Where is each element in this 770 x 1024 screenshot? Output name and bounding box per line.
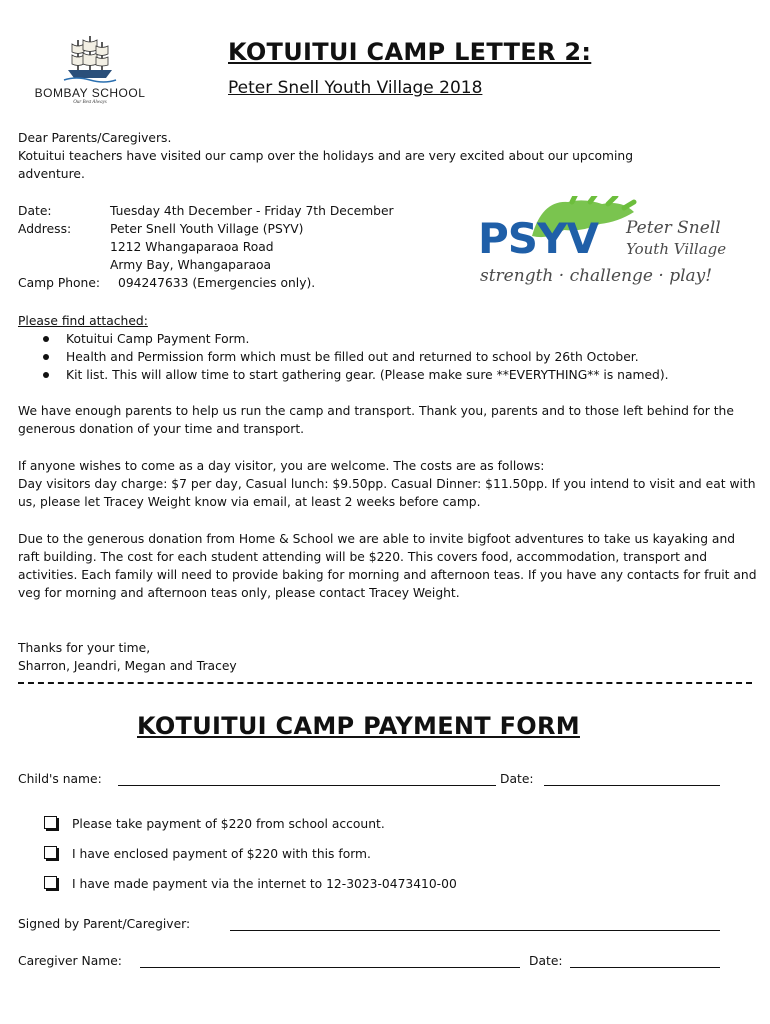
address-line-2: 1212 Whangaparaoa Road xyxy=(110,240,274,254)
letter-subtitle: Peter Snell Youth Village 2018 xyxy=(228,78,483,98)
child-name-field[interactable] xyxy=(118,785,496,786)
school-name: BOMBAY SCHOOL xyxy=(34,86,146,100)
attached-list xyxy=(40,330,669,384)
payment-option-label: Please take payment of $220 from school account. xyxy=(72,817,385,831)
list-item: Kit list. This will allow time to start gathering gear. (Please make sure **EVERYTHING** is named). xyxy=(40,366,669,384)
date-value: Tuesday 4th December - Friday 7th December xyxy=(110,204,394,218)
payment-form-title: KOTUITUI CAMP PAYMENT FORM xyxy=(137,712,580,740)
child-name-label: Child's name: xyxy=(18,772,102,786)
date-row xyxy=(0,202,460,220)
donation-paragraph: Due to the generous donation from Home & School we are able to invite bigfoot adventures to take us kayaking and raft building. The cost for each student attending will be $220. This covers food, accommodation, transport and activities. Each family will need to provide baking for morning and afternoon teas. If you have any contacts for fruit and veg for morning and afternoon teas only, please contact Tracey Weight. xyxy=(18,532,757,600)
visitor-line-1: If anyone wishes to come as a day visitor, you are welcome. The costs are as follows: xyxy=(18,459,545,473)
address-label: Address: xyxy=(18,222,72,236)
salutation: Dear Parents/Caregivers. xyxy=(18,131,172,145)
date-field-2[interactable] xyxy=(570,967,720,968)
address-row-2 xyxy=(0,238,460,256)
address-row-3 xyxy=(0,256,460,274)
phone-row xyxy=(0,274,460,292)
letter-title: KOTUITUI CAMP LETTER 2: xyxy=(228,38,592,66)
visitor-paragraph: Day visitors day charge: $7 per day, Casual lunch: $9.50pp. Casual Dinner: $11.50pp. If you intend to visit and eat with us, please let Tracey Weight know via email, at least 2 weeks before camp. xyxy=(18,477,756,509)
closing-line-1: Thanks for your time, xyxy=(18,641,151,655)
caregiver-name-field[interactable] xyxy=(140,967,520,968)
date-label: Date: xyxy=(500,772,534,786)
checkbox[interactable] xyxy=(44,876,57,889)
psyv-logo xyxy=(472,196,732,294)
psyv-name-line-1: Peter Snell xyxy=(626,218,721,238)
attached-heading: Please find attached: xyxy=(18,314,148,328)
phone-value: 094247633 (Emergencies only). xyxy=(118,276,316,290)
psyv-acronym: PSYV xyxy=(478,214,598,263)
date-label-2: Date: xyxy=(529,954,563,968)
date-label: Date: xyxy=(18,204,52,218)
address-line-3: Army Bay, Whangaparaoa xyxy=(110,258,272,272)
checkbox[interactable] xyxy=(44,846,57,859)
address-line-1: Peter Snell Youth Village (PSYV) xyxy=(110,222,304,236)
closing-signatures: Sharron, Jeandri, Megan and Tracey xyxy=(18,659,237,673)
address-row xyxy=(0,220,460,238)
list-item: Health and Permission form which must be filled out and returned to school by 26th October. xyxy=(40,348,669,366)
phone-label: Camp Phone: xyxy=(18,276,101,290)
date-field[interactable] xyxy=(544,785,720,786)
signed-label: Signed by Parent/Caregiver: xyxy=(18,917,191,931)
signature-field[interactable] xyxy=(230,930,720,931)
intro-line-2: adventure. xyxy=(18,167,85,181)
ship-icon xyxy=(62,34,118,84)
caregiver-name-label: Caregiver Name: xyxy=(18,954,122,968)
payment-option-label: I have made payment via the internet to 12-3023-0473410-00 xyxy=(72,877,457,891)
checkbox[interactable] xyxy=(44,816,57,829)
school-motto: Our Best Always xyxy=(73,100,107,105)
psyv-tagline: strength · challenge · play! xyxy=(480,266,713,286)
parents-paragraph: We have enough parents to help us run the camp and transport. Thank you, parents and to those left behind for the generous donation of your time and transport. xyxy=(18,404,734,436)
list-item: Kotuitui Camp Payment Form. xyxy=(40,330,669,348)
psyv-name-line-2: Youth Village xyxy=(626,240,727,258)
payment-option-label: I have enclosed payment of $220 with this form. xyxy=(72,847,371,861)
intro-line-1: Kotuitui teachers have visited our camp over the holidays and are very excited about our upcoming xyxy=(18,149,633,163)
school-logo xyxy=(24,34,156,104)
cut-line-divider xyxy=(18,682,752,686)
